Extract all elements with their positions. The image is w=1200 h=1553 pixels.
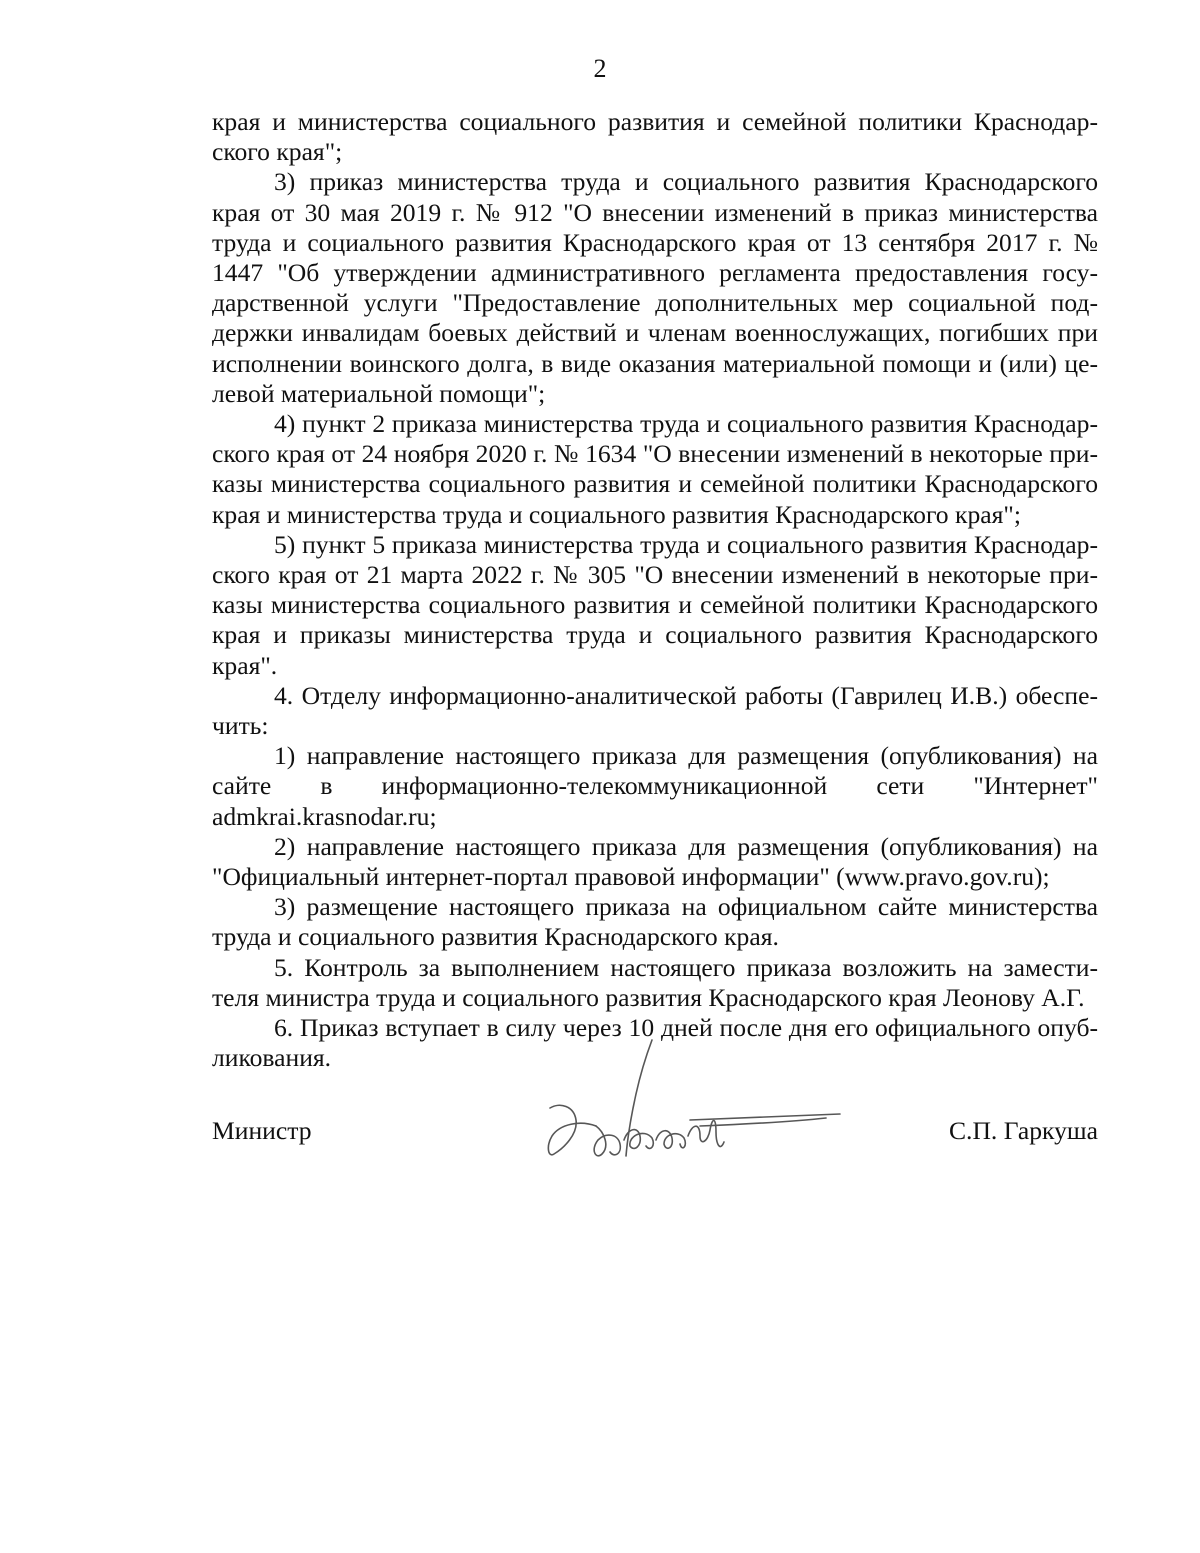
paragraph-section-4: 4. Отделу информационно-аналитической работы (Гаврилец И.В.) обеспечить:: [212, 680, 1098, 741]
paragraph-section-6: 6. Приказ вступает в силу через 10 дней после дня его официального опубликования.: [212, 1013, 1098, 1073]
page-number: 2: [593, 54, 607, 83]
paragraph-section-4-item-3: 3) размещение настоящего приказа на официальном сайте министерства труда и социального развития Краснодарского края.: [212, 892, 1098, 952]
signature-block: [212, 1112, 1098, 1172]
paragraph-item-5: 5) пункт 5 приказа министерства труда и социального развития Краснодарского края от 21 марта 2022 г. № 305 "О внесении изменений в некоторые приказы министерства социального развития и семейной политики Краснодарского края и приказы министерства труда и социального развития Краснодарского края".: [212, 529, 1098, 680]
paragraph-item-3: 3) приказ министерства труда и социального развития Краснодарского края от 30 мая 2019 г. № 912 "О внесении изменений в приказ министерства труда и социального развития Краснодарского края от 13 сентября 2017 г. № 1447 "Об утверждении административного регламента предоставления государственной услуги "Предоставление дополнительных мер социальной поддержки инвалидам боевых действий и членам военнослужащих, погибших при исполнении воинского долга, в виде оказания материальной помощи и (или) целевой материальной помощи";: [212, 167, 1098, 408]
paragraph-item-4: 4) пункт 2 приказа министерства труда и социального развития Краснодарского края от 24 ноября 2020 г. № 1634 "О внесении изменений в некоторые приказы министерства социального развития и семейной политики Краснодарского края и министерства труда и социального развития Краснодарского края";: [212, 409, 1098, 529]
signatory-name: С.П. Гаркуша: [948, 1116, 1098, 1145]
document-body: [212, 107, 1098, 1074]
paragraph-section-4-item-2: 2) направление настоящего приказа для размещения (опубликования) на "Официальный интернет-портал правовой информации" (www.pravo.gov.ru);: [212, 831, 1098, 892]
signatory-title: Министр: [212, 1116, 312, 1145]
paragraph-section-5: 5. Контроль за выполнением настоящего приказа возложить на заместителя министра труда и социального развития Краснодарского края Леонову А.Г.: [212, 952, 1098, 1012]
paragraph-section-4-item-1: 1) направление настоящего приказа для размещения (опубликования) на сайте в информационно-телекоммуникационной сети "Интернет" admkrai.krasnodar.ru;: [212, 741, 1098, 831]
paragraph-continuation: края и министерства социального развития и семейной политики Краснодарского края";: [212, 107, 1098, 167]
